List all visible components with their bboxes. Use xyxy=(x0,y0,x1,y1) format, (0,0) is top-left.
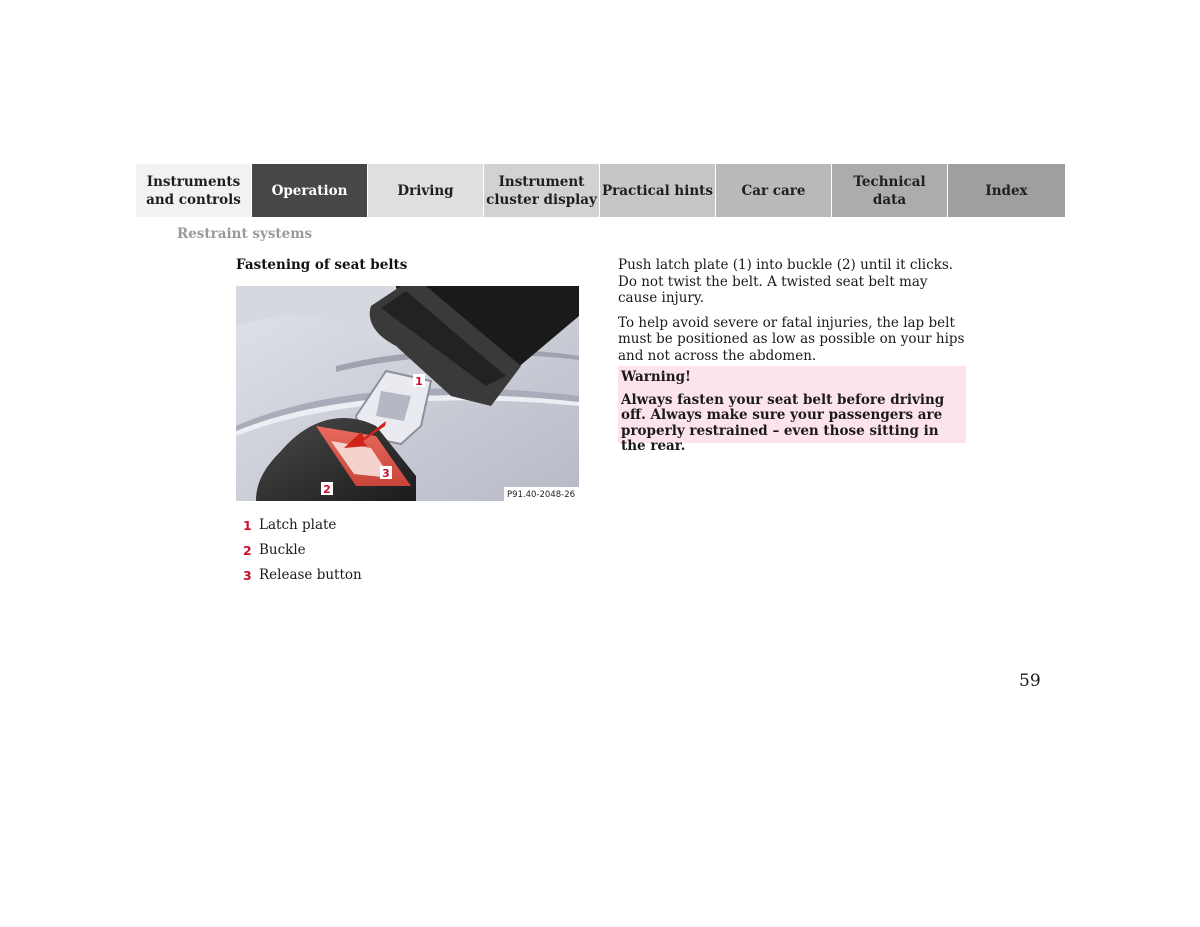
tab-index[interactable] xyxy=(948,164,1065,217)
seat-belt-illustration xyxy=(236,286,579,501)
instruction-text xyxy=(618,257,968,372)
section-title: Restraint systems xyxy=(177,226,313,242)
warning-text: Always fasten your seat belt before driving off. Always make sure your passengers are properly restrained – even those sitting in the rear. xyxy=(621,391,945,454)
legend-number: 1 xyxy=(243,518,252,533)
legend-item xyxy=(243,542,362,567)
legend-number: 3 xyxy=(243,568,252,583)
seat-belt-drawing xyxy=(236,286,579,501)
tab-label: Driving xyxy=(397,182,454,199)
figure-legend xyxy=(243,517,362,592)
page-number: 59 xyxy=(1019,671,1041,691)
tab-label: Index xyxy=(985,182,1028,199)
legend-text: Buckle xyxy=(259,542,306,558)
tab-technical-data[interactable] xyxy=(832,164,948,217)
instruction-paragraph: Push latch plate (1) into buckle (2) until it clicks. Do not twist the belt. A twisted seat belt may cause injury. xyxy=(618,257,954,306)
tab-label: Technical data xyxy=(853,173,926,208)
callout-3: 3 xyxy=(382,467,390,480)
legend-text: Release button xyxy=(259,567,362,583)
tab-practical-hints[interactable] xyxy=(600,164,716,217)
chapter-navigation xyxy=(136,164,1065,217)
legend-item xyxy=(243,517,362,542)
tab-instrument-cluster-display[interactable] xyxy=(484,164,600,217)
instruction-paragraph: To help avoid severe or fatal injuries, the lap belt must be positioned as low as possible on your hips and not across the abdomen. xyxy=(618,314,965,364)
legend-text: Latch plate xyxy=(259,517,337,533)
tab-label: Instruments and controls xyxy=(146,173,241,208)
tab-operation[interactable] xyxy=(252,164,368,217)
tab-driving[interactable] xyxy=(368,164,484,217)
legend-number: 2 xyxy=(243,543,252,558)
tab-car-care[interactable] xyxy=(716,164,832,217)
warning-box xyxy=(618,366,966,454)
warning-title: Warning! xyxy=(621,369,691,385)
tab-label: Practical hints xyxy=(602,182,713,199)
tab-label: Instrument cluster display xyxy=(486,173,597,208)
figure-code: P91.40-2048-26 xyxy=(506,490,576,500)
tab-label: Operation xyxy=(271,182,348,199)
callout-2: 2 xyxy=(323,483,331,496)
page-heading: Fastening of seat belts xyxy=(236,257,408,273)
tab-label: Car care xyxy=(741,182,806,199)
tab-instruments-and-controls[interactable] xyxy=(136,164,252,217)
legend-item xyxy=(243,567,362,592)
callout-1: 1 xyxy=(415,375,423,388)
